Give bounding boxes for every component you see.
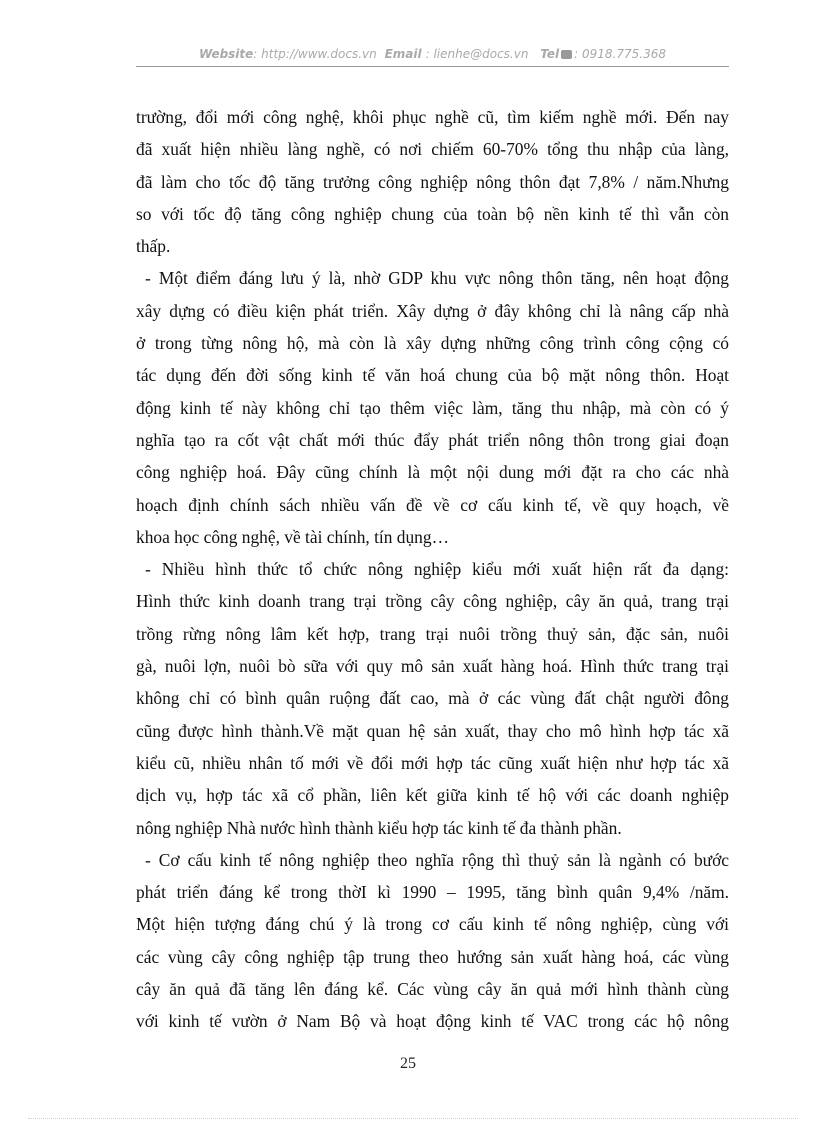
text-line: đã làm cho tốc độ tăng trưởng công nghiệp nông thôn đạt 7,8% / năm.Nhưng xyxy=(136,171,729,192)
text-line: - Một điểm đáng lưu ý là, nhờ GDP khu vực nông thôn tăng, nên hoạt động xyxy=(145,268,729,289)
text-line: công nghiệp hoá. Đây cũng chính là một nội dung mới đặt ra cho các nhà xyxy=(136,462,729,483)
text-line: đã xuất hiện nhiều làng nghề, có nơi chiếm 60-70% tổng thu nhập của làng, xyxy=(136,139,729,160)
tel-value: : 0918.775.368 xyxy=(574,47,667,61)
text-line: trường, đổi mới công nghệ, khôi phục nghề cũ, tìm kiếm nghề mới. Đến nay xyxy=(136,107,729,127)
text-line: tác dụng đến đời sống kinh tế văn hoá chung của bộ mặt nông thôn. Hoạt xyxy=(136,365,729,386)
email-label: Email xyxy=(384,47,422,61)
text-line: dịch vụ, hợp tác xã cổ phần, liên kết giữa kinh tế hộ với các doanh nghiệp xyxy=(136,785,729,806)
text-line: Hình thức kinh doanh trang trại trồng cây công nghiệp, cây ăn quả, trang trại xyxy=(136,591,729,612)
text-line: không chỉ có bình quân ruộng đất cao, mà ở các vùng đất chật người đông xyxy=(136,688,729,709)
text-line: ở trong từng nông hộ, mà còn là xây dựng những công trình công cộng có xyxy=(136,333,729,354)
text-line: nghĩa tạo ra cốt vật chất mới thúc đẩy phát triển nông thôn trong giai đoạn xyxy=(136,429,729,450)
text-line: so với tốc độ tăng công nghiệp chung của toàn bộ nền kinh tế thì vẫn còn xyxy=(136,203,729,224)
email-value: : lienhe@docs.vn xyxy=(425,47,529,61)
text-line: cũng được hình thành.Về mặt quan hệ sản xuất, thay cho mô hình hợp tác xã xyxy=(136,720,729,741)
website-label: Website xyxy=(198,47,254,61)
text-line: - Cơ cấu kinh tế nông nghiệp theo nghĩa rộng thì thuỷ sản là ngành có bước xyxy=(145,849,729,870)
text-line: gà, nuôi lợn, nuôi bò sữa với quy mô sản xuất hàng hoá. Hình thức trang trại xyxy=(136,656,729,677)
text-line: với kinh tế vườn ở Nam Bộ và hoạt động kinh tế VAC trong các hộ nông xyxy=(136,1011,729,1032)
page-header xyxy=(136,47,729,61)
text-line: trồng rừng nông lâm kết hợp, trang trại nuôi trồng thuỷ sản, đặc sản, nuôi xyxy=(136,623,729,644)
text-line: - Nhiều hình thức tổ chức nông nghiệp kiểu mới xuất hiện rất đa dạng: xyxy=(145,559,729,580)
text-line: khoa học công nghệ, về tài chính, tín dụng… xyxy=(136,526,449,547)
text-line: nông nghiệp Nhà nước hình thành kiểu hợp tác kinh tế đa thành phần. xyxy=(136,817,622,838)
footer-divider xyxy=(28,1118,798,1119)
page-number: 25 xyxy=(400,1055,416,1072)
text-line: hoạch định chính sách nhiều vấn đề về cơ cấu kinh tế, về quy hoạch, về xyxy=(136,494,729,515)
text-line: phát triển đáng kể trong thờI kì 1990 – 1995, tăng bình quân 9,4% /năm. xyxy=(136,882,729,903)
tel-label: Tel xyxy=(540,47,560,61)
text-line: các vùng cây công nghiệp tập trung theo hướng sản xuất hàng hoá, các vùng xyxy=(136,946,729,967)
text-line: kiểu cũ, nhiều nhân tố mới về đổi mới hợp tác cũng xuất hiện như hợp tác xã xyxy=(136,752,729,773)
header-divider xyxy=(136,66,729,67)
text-line: Một hiện tượng đáng chú ý là trong cơ cấu kinh tế nông nghiệp, cùng với xyxy=(136,914,729,935)
phone-icon xyxy=(561,50,572,59)
text-line: cây ăn quả đã tăng lên đáng kể. Các vùng cây ăn quả mới hình thành cùng xyxy=(136,979,729,1000)
text-line: động kinh tế này không chỉ tạo thêm việc làm, tăng thu nhập, mà còn có ý xyxy=(136,397,729,418)
text-line: thấp. xyxy=(136,236,171,257)
text-line: xây dựng có điều kiện phát triển. Xây dựng ở đây không chỉ là nâng cấp nhà xyxy=(136,300,729,321)
website-value: : http://www.docs.vn xyxy=(253,47,377,61)
document-body xyxy=(136,101,729,1038)
